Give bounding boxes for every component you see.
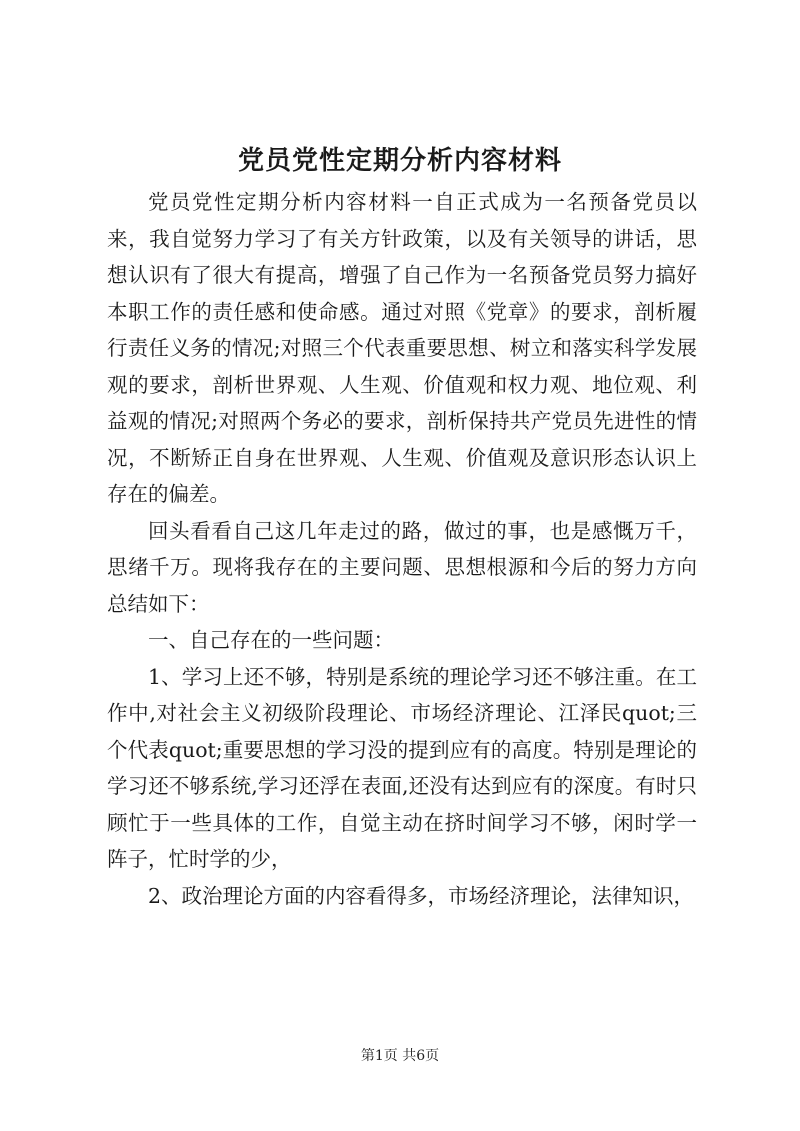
paragraph-problem-1: 1、学习上还不够，特别是系统的理论学习还不够注重。在工作中,对社会主义初级阶段理论、市场经济理论、江泽民quot;三个代表quot;重要思想的学习没的提到应有的高度。特别是理论的学习还不够系统,学习还浮在表面,还没有达到应有的深度。有时只顾忙于一些具体的工作，自觉主动在挤时间学习不够，闲时学一阵子，忙时学的少， <box>107 664 697 871</box>
section-heading-problems: 一、自己存在的一些问题： <box>148 628 394 652</box>
page-number-footer: 第1页 共6页 <box>360 1048 440 1064</box>
document-body <box>107 184 697 914</box>
paragraph-problem-2: 2、政治理论方面的内容看得多，市场经济理论，法律知识， <box>148 883 695 908</box>
paragraph-review: 回头看看自己这几年走过的路，做过的事，也是感慨万千，思绪千万。现将我存在的主要问题、思想根源和今后的努力方向总结如下： <box>107 518 697 616</box>
document-title: 党员党性定期分析内容材料 <box>237 146 562 176</box>
paragraph-intro: 党员党性定期分析内容材料一自正式成为一名预备党员以来，我自觉努力学习了有关方针政策，以及有关领导的讲话，思想认识有了很大有提高，增强了自己作为一名预备党员努力搞好本职工作的责任感和使命感。通过对照《党章》的要求，剖析履行责任义务的情况;对照三个代表重要思想、树立和落实科学发展观的要求，剖析世界观、人生观、价值观和权力观、地位观、利益观的情况;对照两个务必的要求，剖析保持共产党员先进性的情况，不断矫正自身在世界观、人生观、价值观及意识形态认识上存在的偏差。 <box>107 190 697 506</box>
